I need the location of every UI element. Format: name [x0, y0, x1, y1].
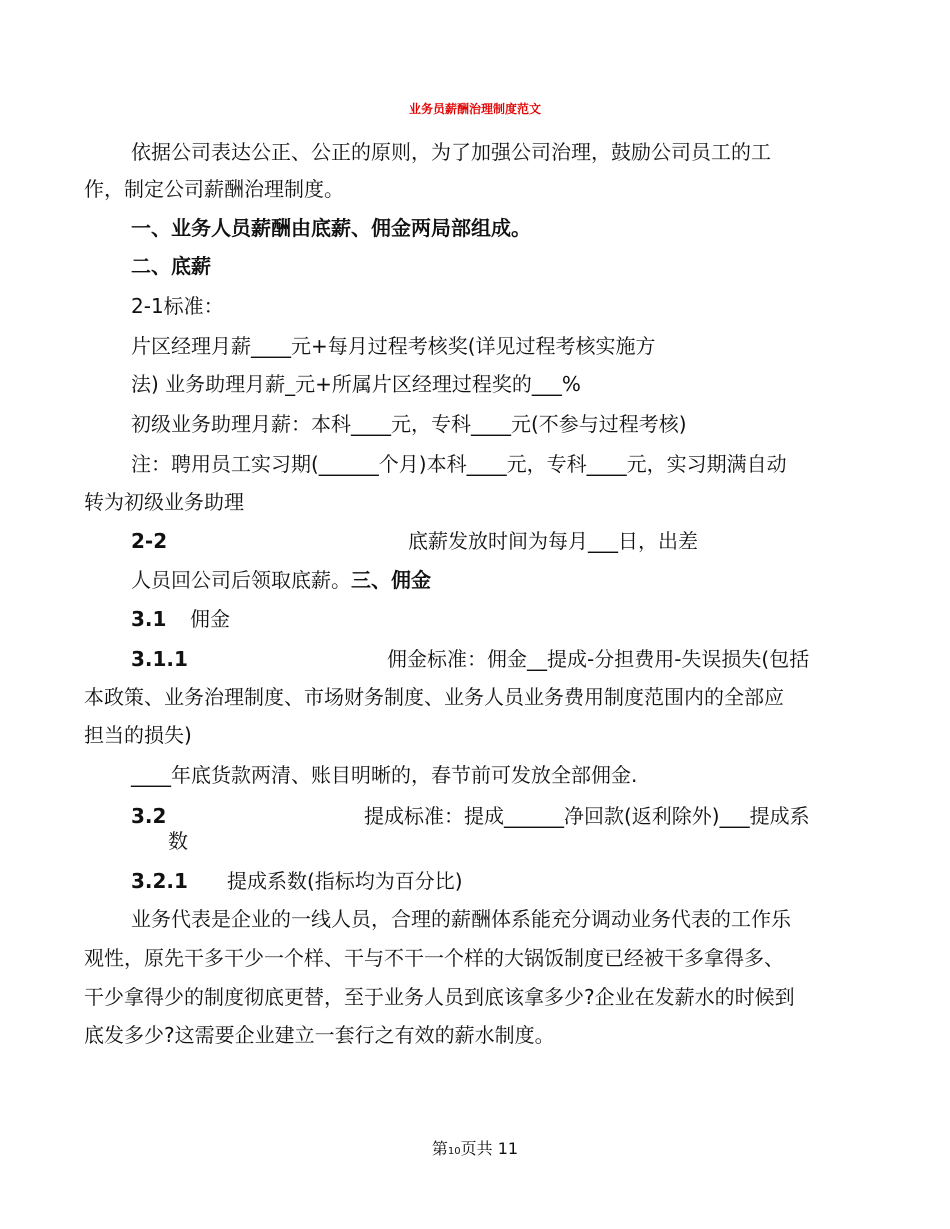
subsection-3-2-text: 提成标准：提成______净回款(返利除外)___提成系 — [364, 804, 810, 828]
subsection-3-1-1-text: 佣金标准：佣金__提成-分担费用-失误损失(包括 — [387, 647, 810, 671]
line-note-internship-cont: 转为初级业务助理 — [84, 490, 244, 514]
heading-section-3: 三、佣金 — [351, 568, 431, 592]
document-title: 业务员薪酬治理制度范文 — [408, 102, 541, 116]
paragraph-closing-line-3: 干少拿得少的制度彻底更替，至于业务人员到底该拿多少?企业在发薪水的时候到 — [84, 985, 795, 1009]
subsection-3-2-number: 3.2 — [131, 804, 167, 828]
line-year-end-commission: ____年底货款两清、账目明晰的，春节前可发放全部佣金. — [131, 763, 638, 787]
footer-page-number: 10 — [447, 1146, 461, 1157]
page-footer — [0, 1136, 950, 1159]
line-note-internship: 注：聘用员工实习期(______个月)本科____元，专科____元，实习期满自动 — [131, 452, 787, 476]
paragraph-closing-line-4: 底发多少?这需要企业建立一套行之有效的薪水制度。 — [84, 1023, 555, 1047]
subsection-3-2-1-number: 3.2.1 — [131, 869, 188, 893]
subsection-3-2-1-text: 提成系数(指标均为百分比) — [227, 869, 463, 893]
heading-section-1: 一、业务人员薪酬由底薪、佣金两局部组成。 — [131, 216, 531, 240]
footer-prefix: 第 — [431, 1139, 448, 1158]
paragraph-intro-line-2: 作，制定公司薪酬治理制度。 — [84, 177, 344, 201]
paragraph-closing-line-2: 观性，原先干多干少一个样、干与不干一个样的大锅饭制度已经被干多拿得多、 — [84, 946, 784, 970]
subsection-2-2-continuation: 人员回公司后领取底薪。 — [131, 568, 351, 592]
line-area-manager-salary: 片区经理月薪____元+每月过程考核奖(详见过程考核实施方 — [131, 334, 656, 358]
subsection-2-2-number: 2-2 — [131, 529, 168, 553]
footer-suffix: 页共 11 — [460, 1139, 519, 1158]
subsection-3-2-line-2: 数 — [168, 829, 188, 853]
subsection-2-2-text: 底薪发放时间为每月___日，出差 — [408, 529, 698, 553]
subsection-3-1-number: 3.1 — [131, 607, 167, 631]
paragraph-intro-line-1: 依据公司表达公正、公正的原则，为了加强公司治理，鼓励公司员工的工 — [131, 140, 771, 164]
subsection-3-1-1-number: 3.1.1 — [131, 647, 188, 671]
subsection-3-1-text: 佣金 — [190, 607, 230, 631]
line-junior-assistant-salary: 初级业务助理月薪：本科____元，专科____元(不参与过程考核) — [131, 412, 687, 436]
subsection-3-1-1-line-2: 本政策、业务治理制度、市场财务制度、业务人员业务费用制度范围内的全部应 — [84, 685, 784, 709]
line-assistant-salary: 法) 业务助理月薪_元+所属片区经理过程奖的___% — [131, 372, 581, 396]
subsection-2-1: 2-1标准： — [131, 294, 224, 318]
heading-section-2: 二、底薪 — [131, 254, 211, 278]
paragraph-closing-line-1: 业务代表是企业的一线人员，合理的薪酬体系能充分调动业务代表的工作乐 — [131, 907, 791, 931]
subsection-3-1-1-line-3: 担当的损失) — [84, 723, 192, 747]
subsection-2-2-line-2 — [131, 568, 431, 592]
